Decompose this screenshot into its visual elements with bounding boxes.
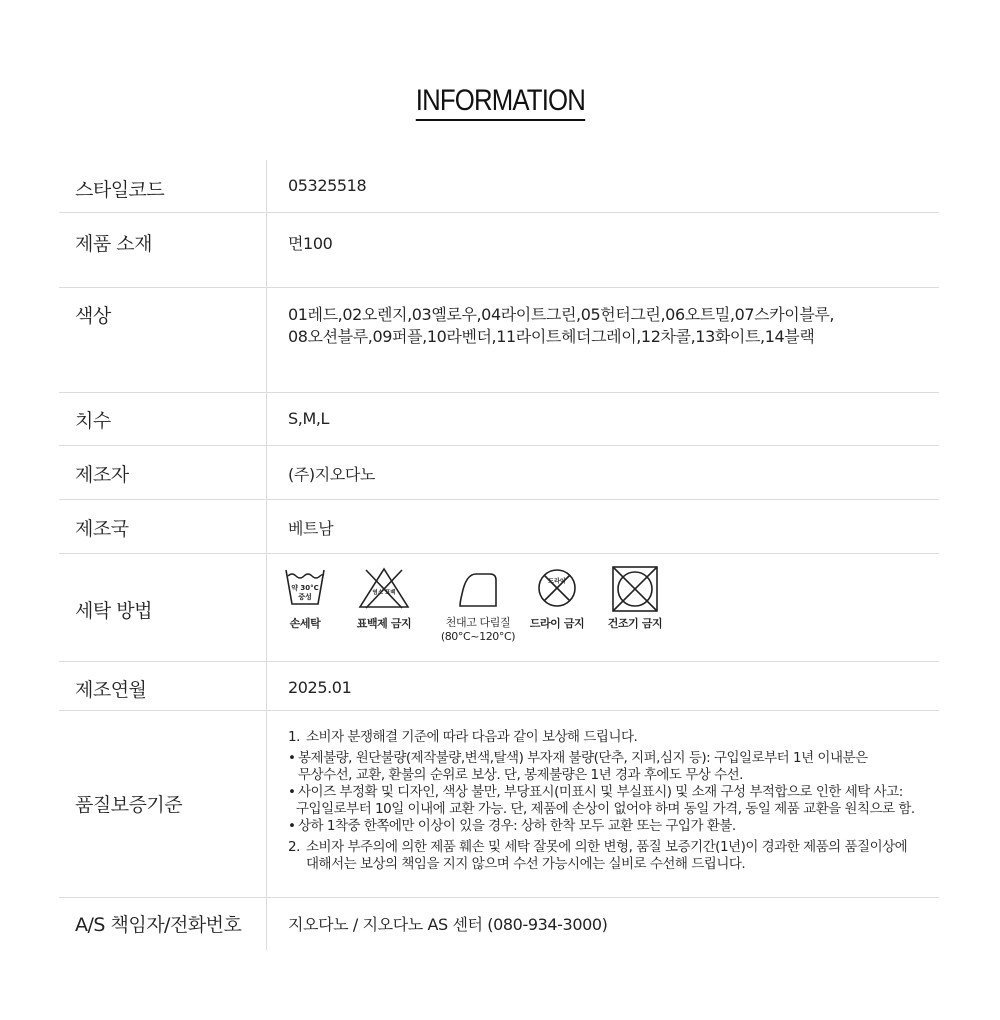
material-value: 면100 xyxy=(288,234,333,253)
quality-bullet: • 상하 1착중 한쪽에만 이상이 있을 경우: 상하 한착 모두 교환 또는 구입가 환불. xyxy=(288,818,948,835)
no-dry-clean-caption: 드라이 금지 xyxy=(529,617,585,630)
svg-text:염소 표백: 염소 표백 xyxy=(372,590,396,596)
care-no-dry-clean xyxy=(525,566,589,631)
no-tumble-dry-icon xyxy=(600,566,670,612)
row-label: 제품 소재 xyxy=(59,213,267,287)
care-no-bleach xyxy=(356,566,412,631)
style-code-value: 05325518 xyxy=(288,176,367,195)
no-bleach-icon xyxy=(356,566,412,610)
after-service-value: 지오다노 / 지오다노 AS 센터 (080-934-3000) xyxy=(288,915,608,934)
quality-guarantee-text xyxy=(288,729,948,873)
color-line-1: 01레드,02오렌지,03옐로우,04라이트그린,05헌터그린,06오트밀,07스카이블루, xyxy=(288,305,835,324)
svg-text:중성: 중성 xyxy=(298,593,312,601)
hand-wash-caption: 손세탁 xyxy=(289,617,321,630)
row-label: 제조연월 xyxy=(59,662,267,710)
row-maker xyxy=(59,446,939,500)
row-color xyxy=(59,288,939,393)
row-washing xyxy=(59,554,939,662)
no-tumble-dry-caption: 건조기 금지 xyxy=(607,617,663,630)
row-label: 제조국 xyxy=(59,500,267,553)
row-quality-guarantee xyxy=(59,711,939,898)
no-bleach-caption: 표백제 금지 xyxy=(356,617,412,630)
manufacture-date-value: 2025.01 xyxy=(288,678,352,697)
care-hand-wash xyxy=(284,566,326,631)
row-material xyxy=(59,213,939,288)
iron-temperature: (80°C~120°C) xyxy=(440,630,516,643)
page-title: INFORMATION xyxy=(0,84,1000,121)
svg-text:드라이: 드라이 xyxy=(548,578,566,585)
country-value: 베트남 xyxy=(288,519,334,538)
quality-item-2: 2. 소비자 부주의에 의한 제품 훼손 및 세탁 잘못에 의한 변형, 품질 보증기간(1년)이 경과한 제품의 품질이상에 대해서는 보상의 책임을 지지 않으며 수선 가능시에는 실비로 수선해 드립니다. xyxy=(288,839,908,872)
row-after-service xyxy=(59,898,939,950)
color-line-2: 08오션블루,09퍼플,10라벤더,11라이트헤더그레이,12차콜,13화이트,14블랙 xyxy=(288,327,815,346)
product-info-table xyxy=(59,160,939,950)
row-label: 스타일코드 xyxy=(59,160,267,212)
row-size xyxy=(59,393,939,446)
size-value: S,M,L xyxy=(288,409,330,428)
maker-value: (주)지오다노 xyxy=(288,465,375,484)
quality-item-1: 1. 소비자 분쟁해결 기준에 따라 다음과 같이 보상해 드립니다. xyxy=(288,729,638,745)
row-label: 색상 xyxy=(59,288,267,392)
color-value xyxy=(288,304,834,348)
hand-wash-icon xyxy=(284,566,326,610)
row-country xyxy=(59,500,939,554)
quality-bullet: • 봉제불량, 원단불량(제작불량,변색,탈색) 부자재 불량(단추, 지퍼,심지 등): 구입일로부터 1년 이내분은 무상수선, 교환, 환불의 순위로 보상. 단, 봉제불량은 1년 경과 후에도 무상 수선. xyxy=(288,750,948,784)
row-label: A/S 책임자/전화번호 xyxy=(59,898,267,950)
row-label: 세탁 방법 xyxy=(59,554,267,661)
row-style-code xyxy=(59,160,939,213)
quality-bullet: • 사이즈 부정확 및 디자인, 색상 불만, 부당표시(미표시 및 부실표시) 및 소재 구성 부적합으로 인한 세탁 사고: 구입일로부터 10일 이내에 교환 가능. 단, 제품에 손상이 없어야 하며 동일 가격, 동일 제품 교환을 원칙으로 함. xyxy=(288,784,948,818)
care-symbols xyxy=(284,566,684,656)
iron-caption: 천대고 다림질 xyxy=(445,616,511,629)
quality-bullets xyxy=(288,750,948,835)
row-label: 품질보증기준 xyxy=(59,711,267,897)
no-dry-clean-icon xyxy=(525,566,589,610)
row-label: 제조자 xyxy=(59,446,267,499)
care-iron xyxy=(440,566,516,644)
iron-icon xyxy=(440,566,516,612)
care-no-tumble-dry xyxy=(600,566,670,631)
row-manufacture-date xyxy=(59,662,939,711)
svg-text:약 30°C: 약 30°C xyxy=(291,584,319,592)
row-label: 치수 xyxy=(59,393,267,445)
